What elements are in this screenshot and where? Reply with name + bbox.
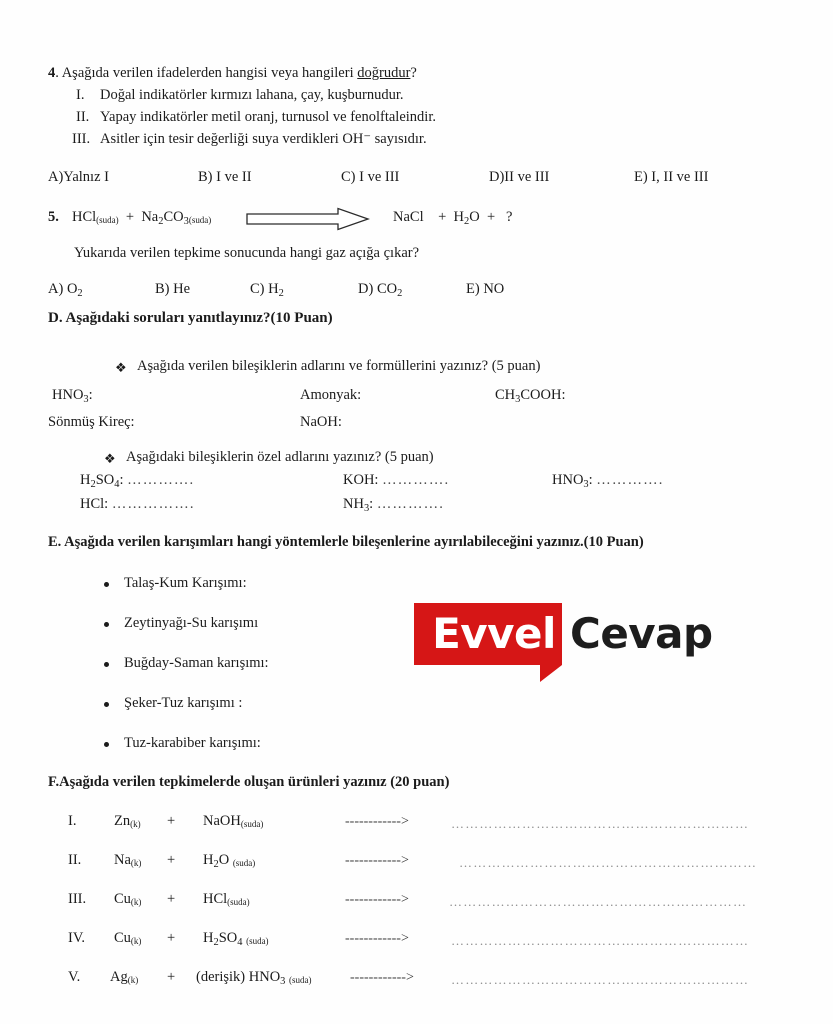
row1-r2-state: (suda) (240, 819, 264, 830)
q5-opt-c-letter: C) (250, 281, 265, 297)
q5-opt-d-formula: CO (376, 281, 398, 297)
compound-name-sonmus-kirec: Sönmüş Kireç: (48, 414, 135, 430)
q5-opt-c-formula: H (268, 281, 279, 297)
question-4-option-d[interactable]: D)II ve III (489, 169, 550, 185)
q5-opt-d-letter: D) (358, 281, 374, 297)
koh-answer-dots[interactable]: …………. (382, 472, 450, 488)
reaction-row-2-reactant-1 (114, 853, 141, 868)
section-e-heading: E. Aşağıda verilen karışımları hangi yöntemlerle bileşenlerine ayırılabileceğini yazınız.(10 Puan) (48, 534, 644, 550)
compound-name-amonyak: Amonyak: (300, 387, 362, 403)
reaction-row-1-numeral: I. (68, 813, 77, 829)
question-4-item-2 (76, 110, 436, 125)
row3-r1-state: (k) (130, 897, 142, 908)
q5-plus-2: + (438, 209, 447, 225)
row5-r1-main: Ag (110, 969, 128, 985)
question-4-item-3-label: III. (72, 131, 91, 147)
q5-opt-e-letter: E) (466, 281, 480, 297)
row5-r2-main: HNO (248, 969, 281, 985)
row2-r2-main: H (203, 852, 214, 868)
question-4-option-a[interactable]: A)Yalnız I (48, 169, 109, 185)
section-d-task-2-text: Aşağıdaki bileşiklerin özel adlarını yazınız? (5 puan) (126, 449, 434, 465)
reaction-row-5-reactant-2 (196, 970, 311, 987)
disc-bullet-icon-2 (104, 622, 109, 627)
reaction-row-3-plus: + (167, 891, 176, 907)
row2-r2-sub: 2 (213, 858, 219, 870)
section-d-heading: D. Aşağıdaki soruları yanıtlayınız?(10 Puan) (48, 310, 333, 326)
reaction-row-5-answer-dots[interactable]: ……………………………………………………… (451, 972, 750, 987)
reaction-row-3-numeral: III. (68, 891, 87, 907)
q5-opt-e-formula: NO (483, 281, 505, 297)
compound-name-naoh: NaOH: (300, 414, 342, 430)
row3-r2-state: (suda) (227, 897, 250, 908)
row4-r1-state: (k) (130, 936, 142, 947)
row2-r1-state: (k) (130, 858, 142, 869)
compound-name-ch3cooh (495, 388, 566, 405)
q5-reactant-2-sub-1: 2 (158, 215, 164, 227)
row4-r2-main2: SO (218, 930, 238, 946)
question-4-option-b[interactable]: B) I ve II (198, 169, 252, 185)
q5-reactant-1: HCl (72, 209, 97, 225)
reaction-row-1-plus: + (167, 813, 176, 829)
hno3-a: HNO (552, 472, 584, 488)
question-5-products (393, 210, 512, 227)
question-4-item-2-text: Yapay indikatörler metil oranj, turnusol ve fenolftaleindir. (100, 109, 436, 125)
compound-ch3cooh-sub: 3 (515, 393, 521, 405)
special-name-hno3 (552, 473, 663, 490)
reaction-row-4-answer-dots[interactable]: ……………………………………………………… (451, 933, 750, 948)
reaction-row-2-reactant-2 (203, 853, 255, 870)
q5-opt-b-formula: He (173, 281, 191, 297)
q5-product-2-b: O (469, 209, 480, 225)
q5-opt-a-formula: O (66, 281, 78, 297)
special-name-koh (343, 473, 449, 488)
question-4-item-3-text: Asitler için tesir değerliği suya verdikleri OH⁻ sayısıdır. (100, 131, 427, 147)
row4-r2-main: H (203, 930, 214, 946)
hcl-answer-dots[interactable]: ……………. (111, 496, 195, 512)
h2so4-b: SO (95, 472, 115, 488)
disc-bullet-icon-1 (104, 582, 109, 587)
q5-opt-a-sub: 2 (77, 287, 83, 299)
q5-reactant-2-b: CO (163, 209, 184, 225)
reaction-row-3-reactant-2 (203, 892, 250, 907)
row4-r2-sub: 2 (213, 936, 219, 948)
h2so4-answer-dots[interactable]: …………. (127, 472, 195, 488)
q5-reactant-2-state: (suda) (188, 215, 212, 226)
disc-bullet-icon-4 (104, 702, 109, 707)
question-4-stem-after: ? (410, 65, 417, 81)
row1-r1-state: (k) (130, 819, 141, 830)
reaction-row-1-arrow-icon: ------------> (345, 814, 409, 829)
q5-reactant-2-a: Na (141, 209, 159, 225)
question-5-option-c[interactable] (250, 281, 284, 299)
reaction-row-2-answer-dots[interactable]: ……………………………………………………… (459, 855, 758, 870)
diamond-bullet-icon: ❖ (115, 361, 127, 376)
section-f-heading: F.Aşağıda verilen tepkimelerde oluşan ürünleri yazınız (20 puan) (48, 774, 450, 790)
row5-r2-sub: 3 (280, 975, 286, 987)
reaction-row-3-arrow-icon: ------------> (345, 892, 409, 907)
q5-plus-3: + (486, 209, 496, 225)
compound-ch3cooh-b: COOH: (520, 387, 566, 403)
row4-r2-sub2: 4 (237, 936, 243, 948)
h2so4-a: H (80, 472, 91, 488)
section-d-task-1-text: Aşağıda verilen bileşiklerin adlarını ve formüllerini yazınız? (5 puan) (137, 358, 541, 374)
h2so4-sub2: 4 (114, 478, 120, 490)
row3-r2-main: HCl (203, 891, 228, 907)
row2-r2-state: (suda) (232, 858, 256, 869)
row5-r1-state: (k) (127, 975, 139, 986)
reaction-row-2-arrow-icon: ------------> (345, 853, 409, 868)
reaction-row-5-numeral: V. (68, 969, 81, 985)
reaction-arrow-icon (246, 207, 370, 236)
hno3-sub1: 3 (583, 478, 589, 490)
question-4-number: 4 (48, 65, 56, 81)
row2-r2-main2: O (218, 852, 230, 868)
reaction-row-5-reactant-1 (110, 970, 138, 985)
question-4-stem-before: . Aşağıda verilen ifadelerden hangisi veya hangileri (55, 65, 358, 81)
row5-r2-state: (suda) (289, 975, 312, 986)
section-e-item-3: Buğday-Saman karışımı: (124, 655, 269, 671)
h2so4-colon: : (119, 472, 124, 488)
question-4-item-3 (72, 132, 427, 147)
special-name-hcl (80, 497, 195, 512)
question-4-item-2-label: II. (76, 109, 90, 125)
nh3-colon: : (369, 496, 374, 512)
q5-opt-d-sub: 2 (397, 287, 403, 299)
row1-r2-main: NaOH (203, 813, 241, 829)
logo-speech-bubble-tail-icon (540, 665, 562, 682)
q5-product-2-a: H (453, 209, 465, 225)
question-4-item-1-label: I. (76, 87, 85, 103)
reaction-row-1-answer-dots[interactable]: ……………………………………………………… (451, 816, 750, 831)
section-e-item-1: Talaş-Kum Karışımı: (124, 575, 247, 591)
question-5-number: 5. (48, 209, 59, 225)
reaction-row-2-plus: + (167, 852, 176, 868)
q5-opt-a-letter: A) (48, 281, 64, 297)
question-5-option-e[interactable] (466, 281, 504, 299)
section-e-item-5: Tuz-karabiber karışımı: (124, 735, 261, 751)
reaction-row-5-arrow-icon: ------------> (350, 970, 414, 985)
row3-r1-main: Cu (114, 891, 131, 907)
q5-product-2-sub: 2 (464, 215, 470, 227)
reaction-row-3-answer-dots[interactable]: ……………………………………………………… (449, 894, 748, 909)
question-5-option-a[interactable] (48, 281, 83, 299)
hno3-colon: : (588, 472, 593, 488)
q5-reactant-1-state: (suda) (96, 215, 119, 226)
question-4-item-1-text: Doğal indikatörler kırmızı lahana, çay, kuşburnudur. (100, 87, 404, 103)
q5-plus-1: + (125, 209, 135, 225)
section-e-item-4: Şeker-Tuz karışımı : (124, 695, 243, 711)
reaction-row-4-arrow-icon: ------------> (345, 931, 409, 946)
special-name-h2so4 (80, 473, 194, 490)
reaction-row-4-plus: + (167, 930, 176, 946)
compound-ch3cooh-a: CH (495, 387, 516, 403)
reaction-row-2-numeral: II. (68, 852, 82, 868)
hcl-colon: : (104, 496, 109, 512)
compound-name-hno3 (52, 388, 93, 405)
koh-a: KOH (343, 472, 375, 488)
reaction-row-4-reactant-1 (114, 931, 141, 946)
q5-product-1: NaCl (393, 209, 424, 225)
logo-word-evvel: Evvel (432, 609, 556, 658)
question-4-stem (48, 66, 417, 81)
question-5-option-d[interactable] (358, 281, 402, 299)
question-4-option-e[interactable]: E) I, II ve III (634, 169, 709, 185)
koh-colon: : (374, 472, 379, 488)
logo-word-cevap: Cevap (570, 609, 713, 658)
reaction-row-3-reactant-1 (114, 892, 141, 907)
reaction-row-1-reactant-2 (203, 814, 263, 829)
compound-hno3-b: : (88, 387, 93, 403)
row4-r1-main: Cu (114, 930, 131, 946)
disc-bullet-icon-3 (104, 662, 109, 667)
question-5-option-b[interactable] (155, 281, 190, 299)
question-4-option-c[interactable]: C) I ve III (341, 169, 400, 185)
section-e-item-2: Zeytinyağı-Su karışımı (124, 615, 259, 631)
reaction-row-4-reactant-2 (203, 931, 269, 948)
row4-r2-state: (suda) (246, 936, 269, 947)
question-5-reactants (72, 210, 211, 227)
reaction-row-1-reactant-1 (114, 814, 141, 829)
hno3-answer-dots[interactable]: …………. (596, 472, 664, 488)
nh3-answer-dots[interactable]: …………. (376, 496, 444, 512)
question-5-prompt: Yukarıda verilen tepkime sonucunda hangi gaz açığa çıkar? (74, 245, 420, 261)
q5-opt-c-sub: 2 (278, 287, 284, 299)
compound-hno3-a: HNO (52, 387, 84, 403)
disc-bullet-icon-5 (104, 742, 109, 747)
nh3-a: NH (343, 496, 364, 512)
q5-reactant-2-sub-2: 3 (183, 215, 189, 227)
reaction-row-5-plus: + (167, 969, 176, 985)
row5-r2-prefix: (derişik) (196, 969, 249, 985)
row2-r1-main: Na (114, 852, 131, 868)
q5-opt-b-letter: B) (155, 281, 170, 297)
q5-unknown: ? (506, 209, 513, 225)
h2so4-sub1: 2 (90, 478, 96, 490)
diamond-bullet-icon-2: ❖ (104, 452, 116, 467)
evvel-cevap-logo (414, 603, 724, 677)
hcl-a: HCl (80, 496, 105, 512)
question-4-item-1 (76, 88, 403, 103)
special-name-nh3 (343, 497, 444, 514)
question-4-stem-underlined: doğrudur (357, 65, 411, 81)
compound-hno3-sub: 3 (83, 393, 89, 405)
row1-r1-main: Zn (114, 813, 131, 829)
nh3-sub1: 3 (363, 502, 370, 514)
reaction-row-4-numeral: IV. (68, 930, 86, 946)
